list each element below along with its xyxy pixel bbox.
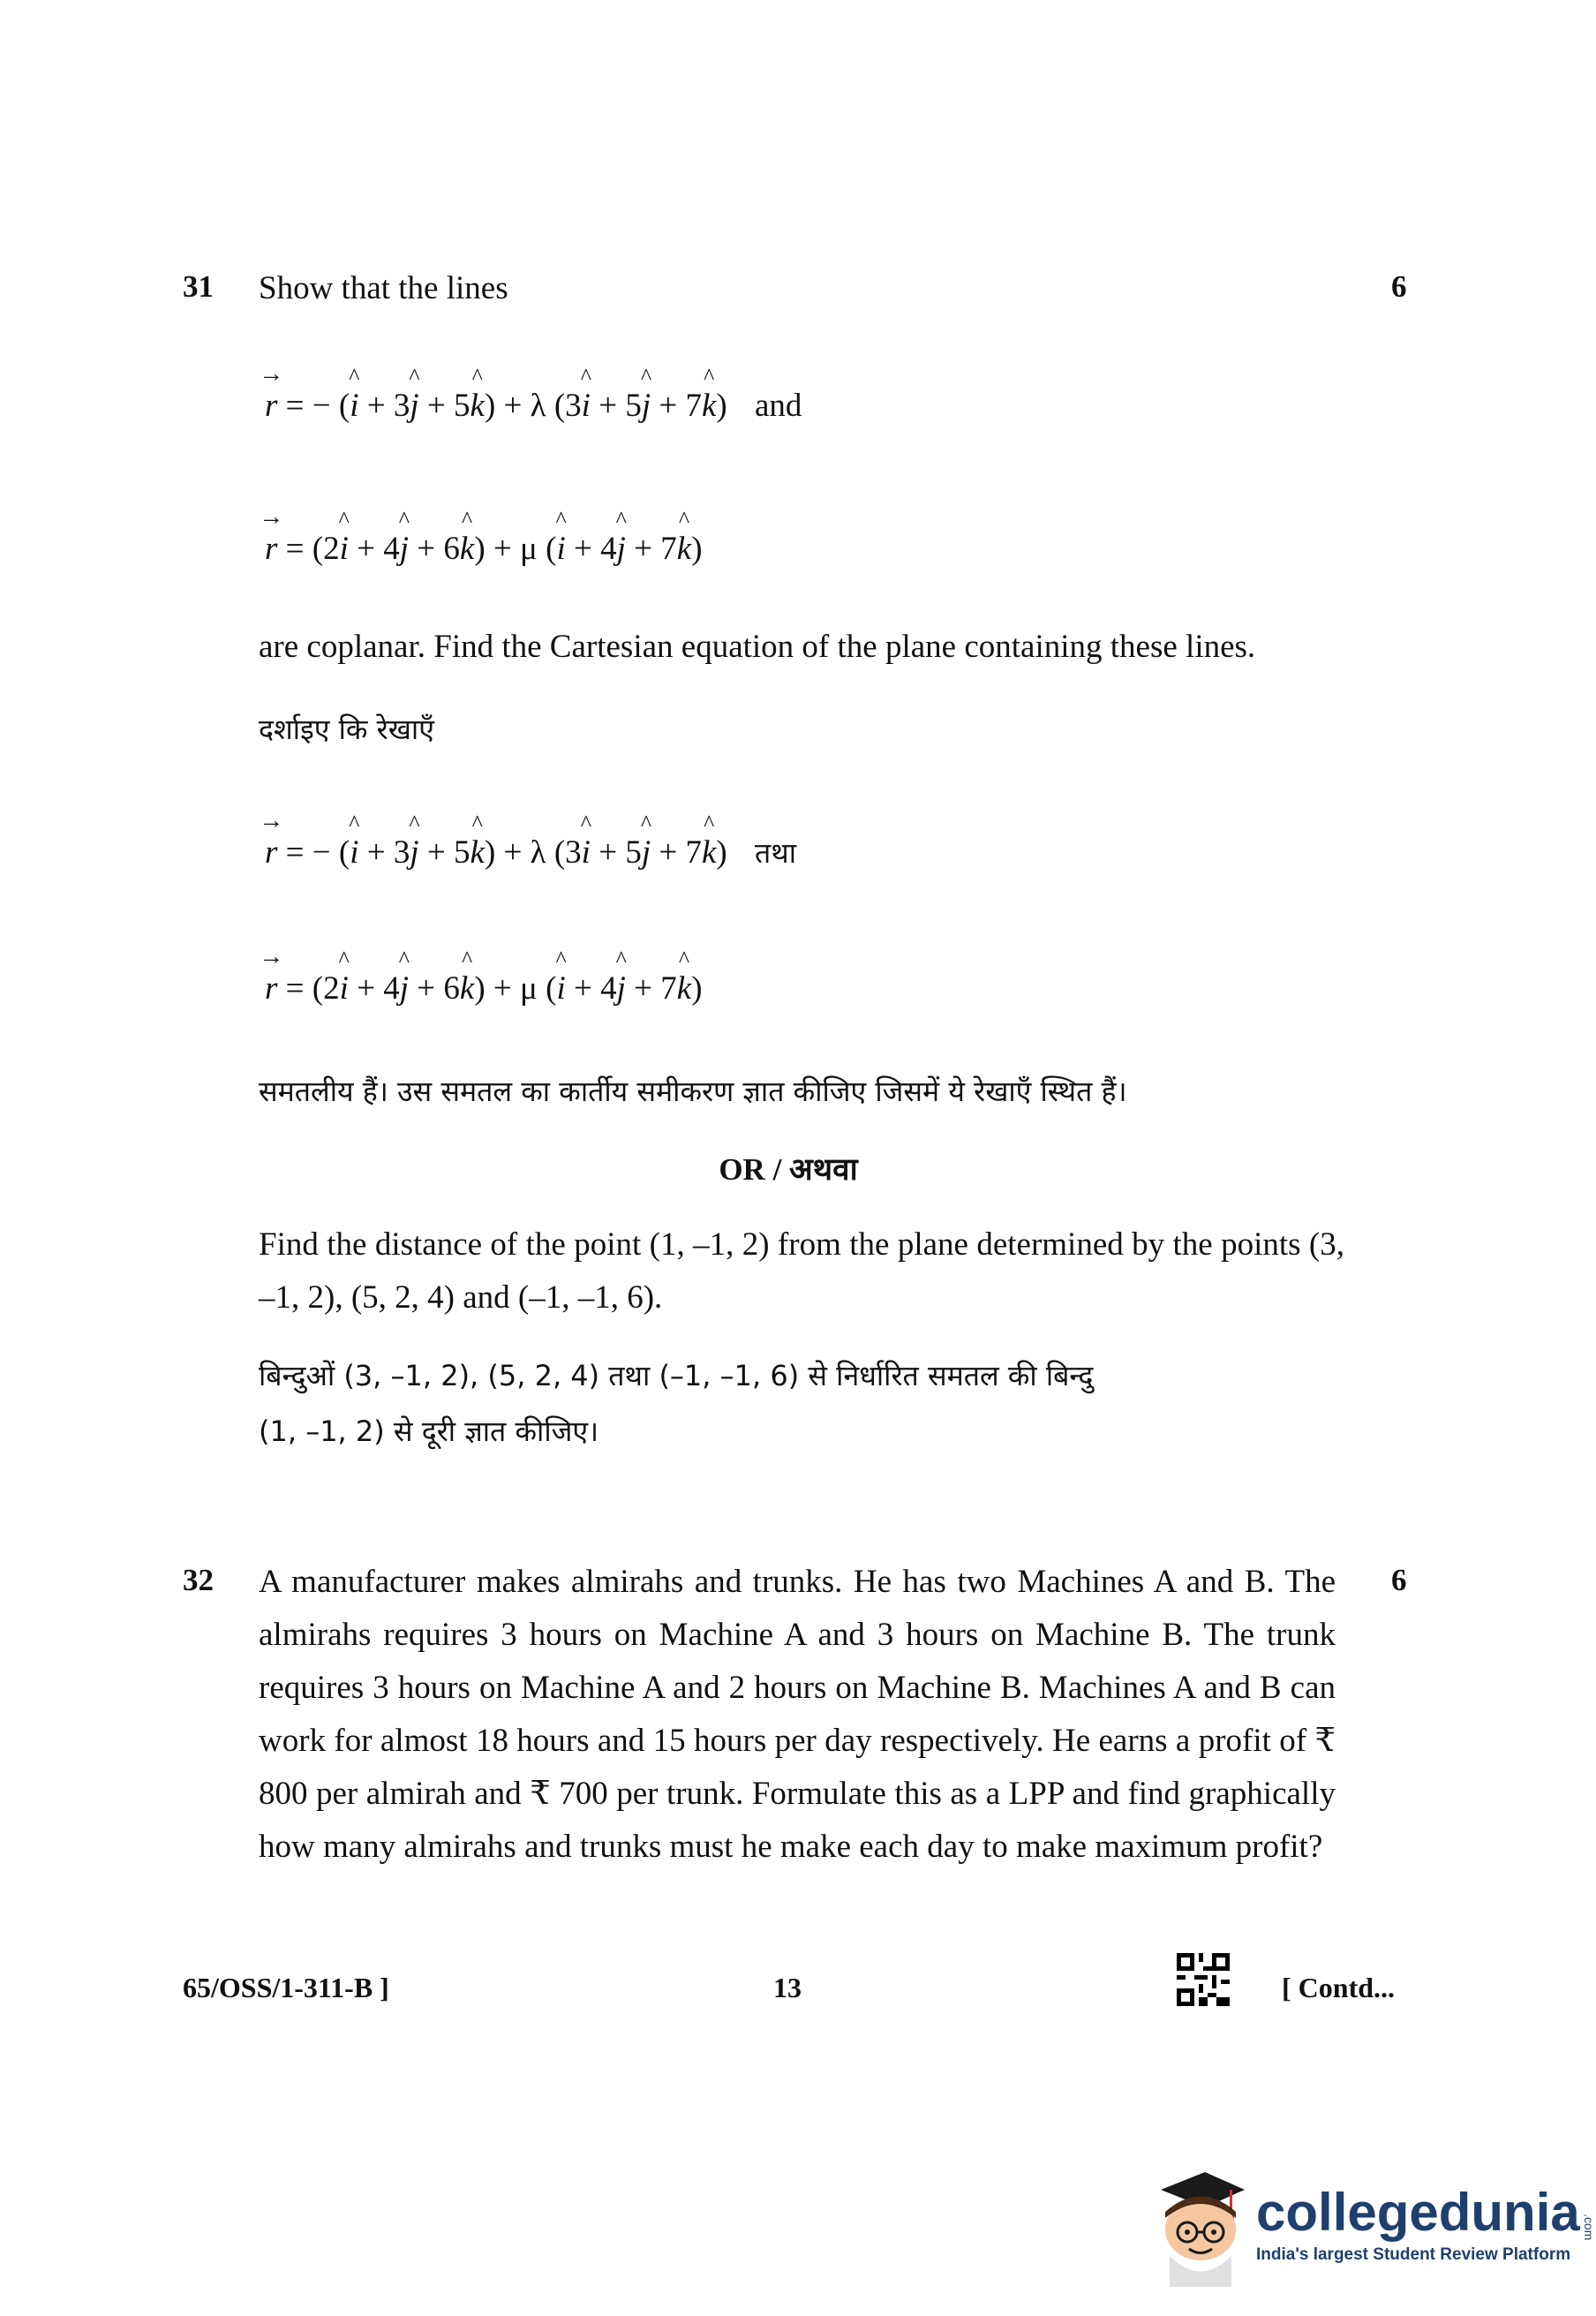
question-marks-32: 6	[1391, 1563, 1407, 1597]
q31-statement-hi: समतलीय हैं। उस समतल का कार्तीय समीकरण ज्ञात कीजिए जिसमें ये रेखाएँ स्थित हैं।	[259, 1075, 1127, 1108]
q31-line2-equation: → r = (2^ i + 4^ j + 6^ k) + μ (^ i + 4^ j + 7^ k)	[265, 530, 703, 568]
q31-line2-equation-hi: → r = (2^ i + 4^ j + 6^ k) + μ (^ i + 4^ j + 7^ k)	[265, 969, 703, 1007]
q31-statement-en: are coplanar. Find the Cartesian equation of the plane containing these lines.	[259, 629, 1256, 665]
mascot-icon	[1152, 2163, 1249, 2287]
q31-intro-hi: दर्शाइए कि रेखाएँ	[259, 713, 434, 746]
continued-label: [ Contd...	[1282, 1972, 1396, 2003]
q31-conjunction-hi: तथा	[755, 836, 796, 870]
brand-dotcom: .com	[1581, 2213, 1596, 2240]
or-separator: OR / अथवा	[719, 1152, 858, 1187]
brand-tagline: India's largest Student Review Platform	[1256, 2245, 1571, 2264]
q32-text: A manufacturer makes almirahs and trunks. He has two Machines A and B. The almirahs requires 3 hours on Machine A and 3 hours on Machine B. The trunk requires 3 hours on Machine A and 2 hours on Machine B. Machines A and B can work for almost 18 hours and 15 hours per day respectively. He earns a profit of ₹ 800 per almirah and ₹ 700 per trunk. Formulate this as a LPP and find graphically how many almirahs and trunks must he make each day to make maximum profit?	[259, 1564, 1336, 1865]
paper-code: 65/OSS/1-311-B ]	[183, 1972, 389, 2003]
qr-code-icon	[1177, 1953, 1230, 2010]
q31-alternative-hi-line2: (1, –1, 2) से दूरी ज्ञात कीजिए।	[259, 1414, 599, 1448]
question-number-32: 32	[183, 1563, 214, 1597]
page-number: 13	[773, 1972, 802, 2003]
q31-conjunction-en: and	[755, 388, 802, 424]
collegedunia-logo	[1152, 2163, 1596, 2287]
q31-alternative-en: Find the distance of the point (1, –1, 2) from the plane determined by the points (3, –1, 2), (5, 2, 4) and (–1, –1, 6).	[259, 1226, 1344, 1316]
q31-line1-equation-hi: → r = − (^ i + 3^ j + 5^ k) + λ (3^ i + 5^ j + 7^ k) तथा	[265, 826, 796, 880]
question-number-31: 31	[183, 269, 214, 304]
q31-alternative-hi-line1: बिन्दुओं (3, –1, 2), (5, 2, 4) तथा (–1, –1, 6) से निर्धारित समतल की बिन्दु	[259, 1359, 1094, 1392]
q31-line1-equation: → r = − (^ i + 3^ j + 5^ k) + λ (3^ i + 5^ j + 7^ k) and	[265, 387, 802, 425]
question-marks-31: 6	[1391, 269, 1407, 304]
q31-intro: Show that the lines	[259, 270, 508, 306]
brand-name: collegedunia	[1256, 2183, 1580, 2242]
